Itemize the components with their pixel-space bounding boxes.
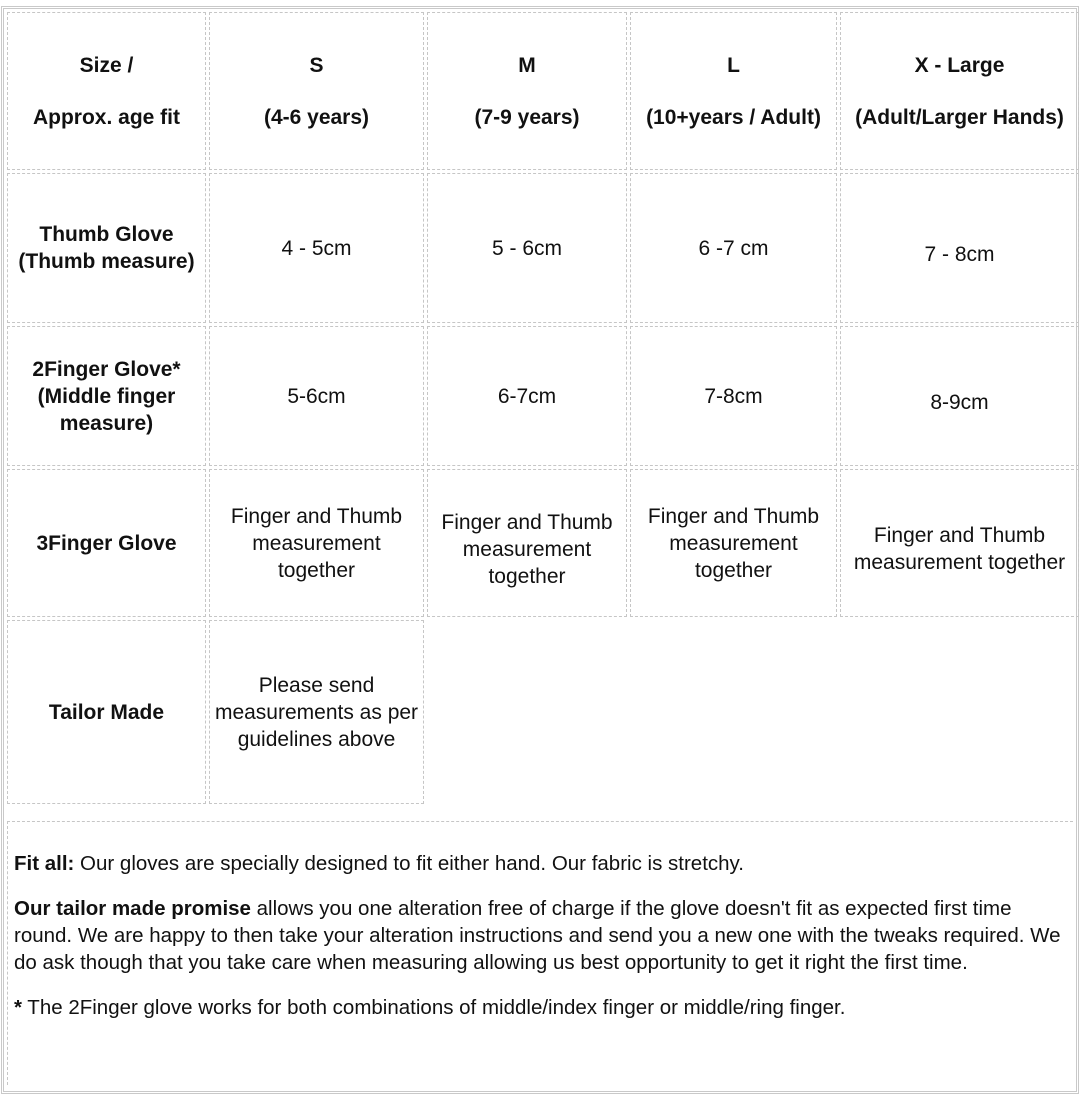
size-name: M — [518, 53, 536, 77]
table-header-row — [7, 12, 1079, 170]
size-age: (Adult/Larger Hands) — [855, 105, 1064, 129]
row-label-2finger-glove: 2Finger Glove* (Middle finger measure) — [7, 326, 206, 466]
tailor-promise-note — [14, 895, 1067, 976]
table-cell: 7 - 8cm — [840, 173, 1079, 323]
table-row-2finger-glove — [7, 326, 1079, 466]
table-cell: Please send measurements as per guidelines above — [209, 620, 424, 804]
table-cell: 6-7cm — [427, 326, 627, 466]
size-chart-table — [4, 9, 1080, 807]
size-name: X - Large — [914, 53, 1005, 77]
size-age: (7-9 years) — [474, 105, 580, 129]
row-label-3finger-glove: 3Finger Glove — [7, 469, 206, 617]
table-cell: Finger and Thumb measurement together — [630, 469, 837, 617]
table-cell: Finger and Thumb measurement together — [427, 469, 627, 617]
header-size-xl — [840, 12, 1079, 170]
table-cell: Finger and Thumb measurement together — [840, 469, 1079, 617]
header-size-label — [7, 12, 206, 170]
size-guide-frame — [1, 6, 1079, 1094]
table-row-tailor-made — [7, 620, 1079, 804]
header-size-m — [427, 12, 627, 170]
row-label-thumb-glove: Thumb Glove (Thumb measure) — [7, 173, 206, 323]
fit-all-text: Our gloves are specially designed to fit either hand. Our fabric is stretchy. — [74, 852, 744, 875]
table-row-thumb-glove — [7, 173, 1079, 323]
table-cell: 4 - 5cm — [209, 173, 424, 323]
size-name: L — [727, 53, 740, 77]
header-size-l — [630, 12, 837, 170]
table-cell: 5 - 6cm — [427, 173, 627, 323]
row-label-tailor-made: Tailor Made — [7, 620, 206, 804]
size-age: (4-6 years) — [263, 105, 370, 129]
notes-section — [7, 821, 1073, 1085]
footnote-text: The 2Finger glove works for both combinations of middle/index finger or middle/ring finger. — [21, 996, 846, 1019]
size-label: Size / — [79, 53, 134, 77]
header-size-s — [209, 12, 424, 170]
size-name: S — [309, 53, 324, 77]
table-cell: 6 -7 cm — [630, 173, 837, 323]
tailor-promise-text: allows you one alteration free of charge if the glove doesn't fit as expected first time round. We are happy to then take your alteration instructions and send you a new one with the tweaks required. We do ask though that you take care when measuring allowing us best opportunity to get it right the first time. — [14, 897, 1061, 974]
fit-all-label: Fit all: — [14, 852, 75, 875]
size-age: (10+years / Adult) — [646, 105, 821, 129]
table-row-3finger-glove — [7, 469, 1079, 617]
tailor-promise-label: Our tailor made promise — [14, 897, 251, 920]
fit-all-note — [14, 850, 1067, 877]
footnote-mark: * — [14, 996, 22, 1019]
empty-cell — [427, 620, 1079, 804]
table-cell: 7-8cm — [630, 326, 837, 466]
age-fit-label: Approx. age fit — [32, 105, 180, 129]
footnote — [14, 994, 1067, 1021]
table-cell: 5-6cm — [209, 326, 424, 466]
table-cell: Finger and Thumb measurement together — [209, 469, 424, 617]
table-cell: 8-9cm — [840, 326, 1079, 466]
